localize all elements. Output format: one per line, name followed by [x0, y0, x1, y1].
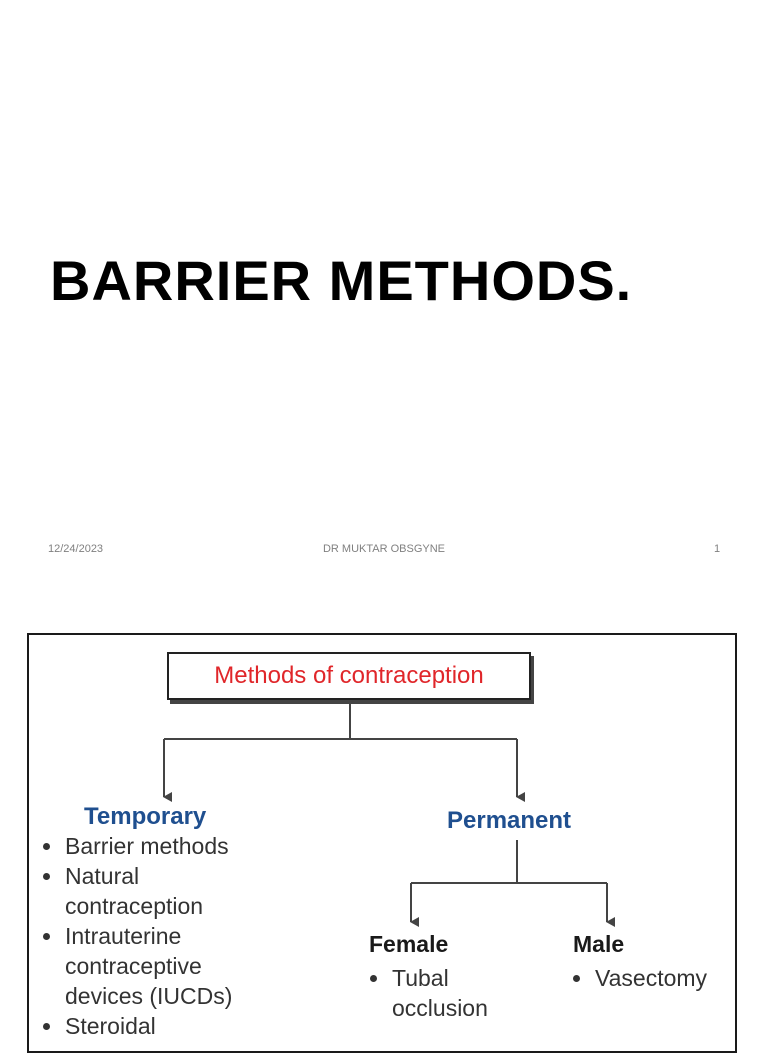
female-list	[364, 963, 524, 1023]
footer-date: 12/24/2023	[48, 543, 104, 555]
permanent-label: Permanent	[447, 807, 572, 834]
list-item: Steroidal	[37, 1011, 277, 1041]
list-item: Barrier methods	[37, 831, 277, 861]
root-node: Methods of contraception	[167, 652, 531, 700]
list-item: Natural contraception	[37, 861, 277, 921]
footer-page-number: 1	[714, 543, 721, 555]
male-list	[567, 963, 737, 993]
temporary-label: Temporary	[84, 803, 207, 830]
footer-author: DR MUKTAR OBSGYNE	[322, 543, 446, 555]
list-item: Tubal occlusion	[364, 963, 524, 1023]
list-item: Vasectomy	[567, 963, 737, 993]
male-label: Male	[573, 931, 625, 957]
temporary-list	[37, 831, 277, 1041]
female-label: Female	[369, 931, 449, 957]
list-item: Intrauterine contraceptive devices (IUCDs)	[37, 921, 277, 1011]
contraception-diagram	[27, 633, 737, 1053]
slide-title: BARRIER METHODS.	[50, 249, 633, 312]
